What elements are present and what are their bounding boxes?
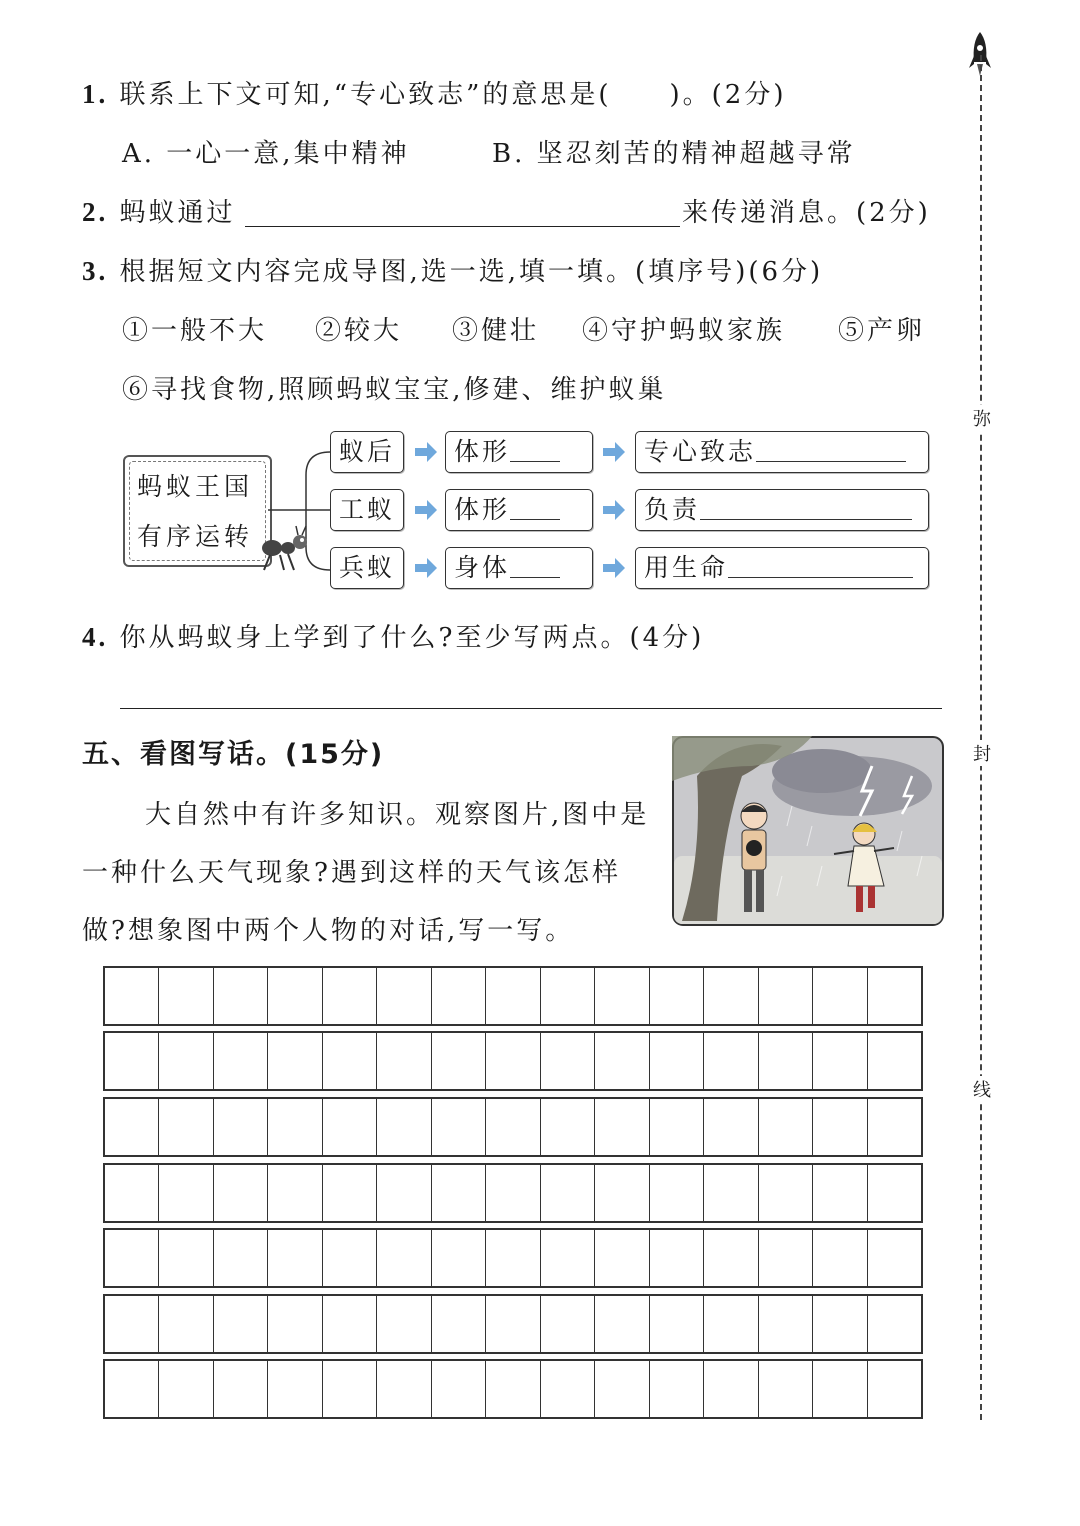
mindmap-role-queen: 蚁后 bbox=[330, 431, 404, 473]
q3-option-4: ④守护蚂蚁家族 bbox=[582, 316, 786, 346]
arrow-right-icon bbox=[603, 500, 625, 520]
q1-text: 联系上下文可知,“专心致志”的意思是( )。(2分) bbox=[119, 80, 787, 110]
section5-line2: 一种什么天气现象?遇到这样的天气该怎样 bbox=[82, 858, 621, 888]
arrow-right-icon bbox=[415, 500, 437, 520]
binding-line bbox=[980, 55, 982, 1420]
q2-answer-line[interactable] bbox=[245, 226, 680, 227]
q1-option-b[interactable]: B. 坚忍刻苦的精神超越寻常 bbox=[492, 139, 856, 169]
mindmap-duty-soldier[interactable] bbox=[635, 547, 929, 589]
mindmap-attr-worker-label: 体形 bbox=[454, 495, 511, 524]
grid-row[interactable] bbox=[103, 1359, 923, 1419]
mindmap-duty-queen[interactable] bbox=[635, 431, 929, 473]
arrow-right-icon bbox=[603, 558, 625, 578]
mindmap-role-worker: 工蚁 bbox=[330, 489, 404, 531]
q4-stem bbox=[82, 617, 704, 654]
q4-number: 4. bbox=[82, 622, 109, 652]
q3-number: 3. bbox=[82, 256, 109, 286]
arrow-right-icon bbox=[415, 558, 437, 578]
q4-answer-line[interactable] bbox=[120, 708, 942, 709]
grid-row[interactable] bbox=[103, 1097, 923, 1157]
q1-option-a[interactable]: A. 一心一意,集中精神 bbox=[122, 139, 410, 169]
q2-prefix: 蚂蚁通过 bbox=[119, 198, 236, 228]
q2-suffix: 来传递消息。(2分) bbox=[682, 198, 931, 228]
section5-title: 五、看图写话。(15分) bbox=[82, 739, 385, 770]
q3-option-1: ①一般不大 bbox=[122, 316, 268, 346]
q3-option-5: ⑤产卵 bbox=[838, 316, 926, 346]
mindmap-attr-soldier-label: 身体 bbox=[454, 553, 511, 582]
mindmap-role-soldier: 兵蚁 bbox=[330, 547, 404, 589]
grid-row[interactable] bbox=[103, 1294, 923, 1354]
mindmap-attr-queen-label: 体形 bbox=[454, 437, 511, 466]
q4-text: 你从蚂蚁身上学到了什么?至少写两点。(4分) bbox=[119, 623, 705, 653]
mindmap-root-line2: 有序运转 bbox=[137, 522, 254, 551]
mindmap-blank[interactable] bbox=[728, 577, 913, 578]
binding-feng: 封 bbox=[970, 740, 994, 766]
q1-stem bbox=[82, 74, 786, 111]
q3-option-2: ②较大 bbox=[315, 316, 403, 346]
thunderstorm-picture bbox=[672, 736, 944, 926]
q3-option-3: ③健壮 bbox=[452, 316, 540, 346]
mindmap-attr-queen[interactable] bbox=[445, 431, 593, 473]
arrow-right-icon bbox=[603, 442, 625, 462]
mindmap-duty-soldier-label: 用生命 bbox=[644, 553, 729, 582]
grid-row[interactable] bbox=[103, 1228, 923, 1288]
q3-option-6: ⑥寻找食物,照顾蚂蚁宝宝,修建、维护蚁巢 bbox=[122, 375, 667, 405]
mindmap-connectors bbox=[240, 430, 340, 595]
section5-line3: 做?想象图中两个人物的对话,写一写。 bbox=[82, 916, 575, 946]
grid-row[interactable] bbox=[103, 1163, 923, 1223]
mindmap-blank[interactable] bbox=[510, 519, 560, 520]
binding-xian: 线 bbox=[970, 1076, 994, 1102]
mindmap-blank[interactable] bbox=[510, 461, 560, 462]
mindmap-blank[interactable] bbox=[756, 461, 906, 462]
mindmap-duty-worker-label: 负责 bbox=[644, 495, 701, 524]
mindmap-blank[interactable] bbox=[510, 577, 560, 578]
mindmap-blank[interactable] bbox=[700, 519, 912, 520]
q2-number: 2. bbox=[82, 197, 109, 227]
mindmap-root-line1: 蚂蚁王国 bbox=[137, 472, 254, 501]
grid-row[interactable] bbox=[103, 1031, 923, 1091]
grid-row[interactable] bbox=[103, 966, 923, 1026]
binding-mi: 弥 bbox=[970, 405, 994, 431]
section5-line1: 大自然中有许多知识。观察图片,图中是 bbox=[145, 800, 650, 830]
ant-icon bbox=[262, 526, 307, 570]
mindmap-attr-soldier[interactable] bbox=[445, 547, 593, 589]
q3-text: 根据短文内容完成导图,选一选,填一填。(填序号)(6分) bbox=[119, 257, 824, 287]
q1-number: 1. bbox=[82, 79, 109, 109]
mindmap-duty-worker[interactable] bbox=[635, 489, 929, 531]
q3-stem bbox=[82, 251, 823, 288]
mindmap-duty-queen-label: 专心致志 bbox=[644, 437, 757, 466]
mindmap-attr-worker[interactable] bbox=[445, 489, 593, 531]
q2-stem bbox=[82, 192, 236, 229]
arrow-right-icon bbox=[415, 442, 437, 462]
